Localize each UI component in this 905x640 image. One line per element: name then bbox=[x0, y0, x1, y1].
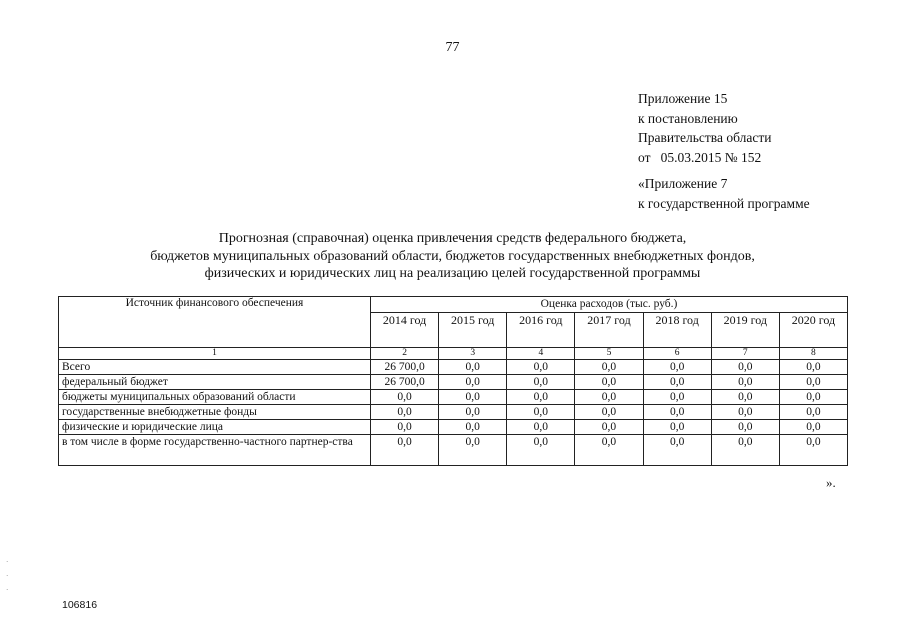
row-label: бюджеты муниципальных образований области bbox=[59, 390, 371, 405]
title-line: Прогнозная (справочная) оценка привлечения средств федерального бюджета, bbox=[218, 231, 687, 246]
column-number-row bbox=[59, 348, 848, 360]
cell-value: 0,0 bbox=[711, 390, 779, 405]
column-number: 5 bbox=[575, 348, 643, 360]
table-row bbox=[59, 375, 848, 390]
cell-value: 0,0 bbox=[711, 360, 779, 375]
table-row bbox=[59, 405, 848, 420]
cell-value: 0,0 bbox=[643, 405, 711, 420]
column-number: 3 bbox=[439, 348, 507, 360]
table-row bbox=[59, 390, 848, 405]
cell-value: 0,0 bbox=[575, 420, 643, 435]
cell-value: 0,0 bbox=[575, 390, 643, 405]
appendix-line: Приложение 15 bbox=[638, 91, 728, 106]
cell-value: 0,0 bbox=[575, 360, 643, 375]
cell-value: 0,0 bbox=[575, 375, 643, 390]
title-line: бюджетов муниципальных образований области, бюджетов государственных внебюджетных фондов, bbox=[150, 248, 755, 264]
column-number: 1 bbox=[59, 348, 371, 360]
appendix-block bbox=[638, 89, 771, 167]
cell-value: 26 700,0 bbox=[371, 360, 439, 375]
appendix-line: Правительства области bbox=[638, 130, 772, 145]
table-row bbox=[59, 420, 848, 435]
cell-value: 0,0 bbox=[507, 420, 575, 435]
source-header: Источник финансового обеспечения bbox=[59, 297, 371, 348]
table-row bbox=[59, 435, 848, 466]
column-number: 8 bbox=[779, 348, 847, 360]
cell-value: 0,0 bbox=[575, 405, 643, 420]
cell-value: 0,0 bbox=[643, 360, 711, 375]
cell-value: 0,0 bbox=[507, 375, 575, 390]
cell-value: 0,0 bbox=[779, 420, 847, 435]
cell-value: 0,0 bbox=[779, 435, 847, 466]
column-number: 6 bbox=[643, 348, 711, 360]
cell-value: 0,0 bbox=[643, 390, 711, 405]
cell-value: 0,0 bbox=[779, 390, 847, 405]
appendix-line: к государственной программе bbox=[638, 195, 810, 211]
cell-value: 0,0 bbox=[711, 405, 779, 420]
cell-value: 0,0 bbox=[779, 405, 847, 420]
cell-value: 0,0 bbox=[779, 375, 847, 390]
cell-value: 0,0 bbox=[643, 420, 711, 435]
appendix-line: «Приложение 7 bbox=[638, 176, 728, 191]
cell-value: 0,0 bbox=[507, 405, 575, 420]
title-line: физических и юридических лиц на реализацию целей государственной программы bbox=[204, 266, 701, 281]
year-header: 2015 год bbox=[439, 312, 507, 347]
cell-value: 0,0 bbox=[371, 390, 439, 405]
year-header: 2018 год bbox=[643, 312, 711, 347]
row-label: Всего bbox=[59, 360, 371, 375]
cell-value: 0,0 bbox=[439, 375, 507, 390]
cell-value: 0,0 bbox=[711, 435, 779, 466]
cell-value: 0,0 bbox=[779, 360, 847, 375]
year-header: 2016 год bbox=[507, 312, 575, 347]
cell-value: 0,0 bbox=[507, 360, 575, 375]
cell-value: 0,0 bbox=[371, 435, 439, 466]
year-header: 2020 год bbox=[779, 312, 847, 347]
margin-marks: · · · bbox=[6, 558, 9, 594]
cell-value: 0,0 bbox=[439, 360, 507, 375]
cell-value: 0,0 bbox=[507, 435, 575, 466]
column-number: 4 bbox=[507, 348, 575, 360]
column-number: 7 bbox=[711, 348, 779, 360]
cell-value: 0,0 bbox=[439, 405, 507, 420]
cell-value: 0,0 bbox=[371, 405, 439, 420]
cell-value: 0,0 bbox=[575, 435, 643, 466]
row-label: в том числе в форме государственно-частного партнер-ства bbox=[59, 435, 371, 466]
year-header: 2019 год bbox=[711, 312, 779, 347]
row-label: физические и юридические лица bbox=[59, 420, 371, 435]
cell-value: 26 700,0 bbox=[371, 375, 439, 390]
cell-value: 0,0 bbox=[507, 390, 575, 405]
appendix-line: к постановлению bbox=[638, 110, 738, 126]
page-number: 77 bbox=[445, 40, 460, 55]
cell-value: 0,0 bbox=[439, 435, 507, 466]
cell-value: 0,0 bbox=[643, 435, 711, 466]
cell-value: 0,0 bbox=[439, 390, 507, 405]
cell-value: 0,0 bbox=[439, 420, 507, 435]
appendix-line: от 05.03.2015 № 152 bbox=[638, 149, 762, 165]
financing-table bbox=[58, 296, 848, 466]
row-label: федеральный бюджет bbox=[59, 375, 371, 390]
cell-value: 0,0 bbox=[371, 420, 439, 435]
estimate-header: Оценка расходов (тыс. руб.) bbox=[371, 297, 848, 313]
appendix-block-2 bbox=[638, 174, 810, 213]
year-header: 2014 год bbox=[371, 312, 439, 347]
column-number: 2 bbox=[371, 348, 439, 360]
closing-quote-mark: ». bbox=[826, 475, 836, 490]
document-code: 106816 bbox=[62, 599, 98, 611]
cell-value: 0,0 bbox=[643, 375, 711, 390]
year-header: 2017 год bbox=[575, 312, 643, 347]
row-label: государственные внебюджетные фонды bbox=[59, 405, 371, 420]
table-row bbox=[59, 360, 848, 375]
cell-value: 0,0 bbox=[711, 420, 779, 435]
document-title bbox=[0, 230, 905, 283]
cell-value: 0,0 bbox=[711, 375, 779, 390]
